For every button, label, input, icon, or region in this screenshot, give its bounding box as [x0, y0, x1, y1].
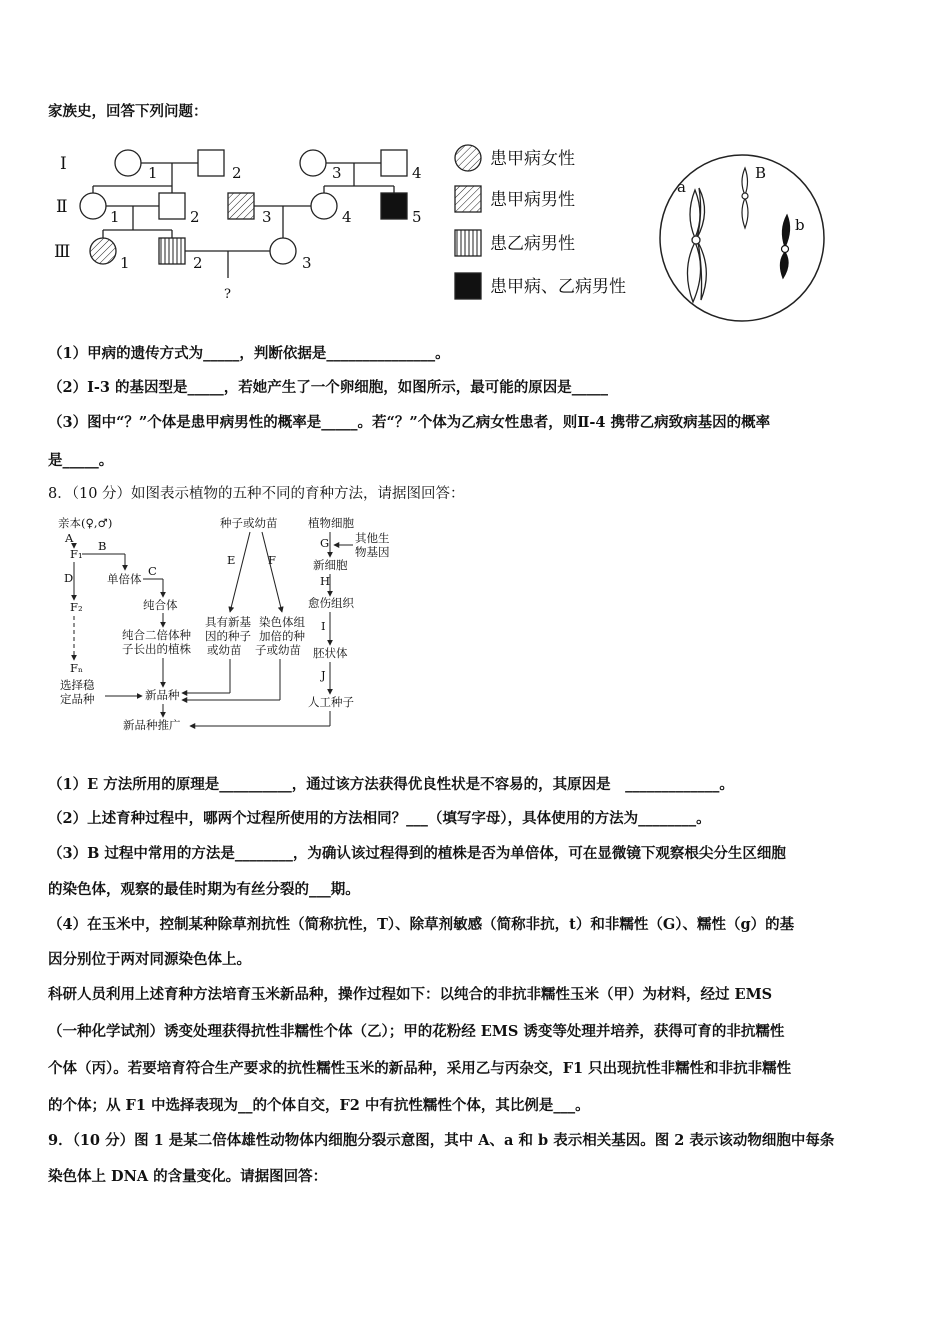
svg-text:植物细胞: 植物细胞 [308, 516, 354, 530]
svg-text:F₂: F₂ [70, 600, 83, 614]
svg-text:愈伤组织: 愈伤组织 [308, 596, 354, 610]
iii2-male-affected-b [159, 238, 185, 264]
legend-label: 患乙病男性 [490, 234, 575, 254]
legend-male-b-icon [455, 230, 481, 256]
q8-para-line1: 科研人员利用上述育种方法培育玉米新品种，操作过程如下：以纯合的非抗非糯性玉米（甲）为材料，经过 EMS [48, 986, 773, 1003]
i2-male [198, 150, 224, 176]
svg-text:3: 3 [332, 164, 342, 182]
svg-text:J: J [321, 668, 326, 682]
svg-text:2: 2 [190, 208, 200, 226]
svg-text:I: I [321, 619, 326, 633]
svg-text:物基因: 物基因 [355, 545, 390, 559]
svg-text:胚状体: 胚状体 [313, 646, 348, 660]
q7-sub3-line2: 是_____。 [48, 452, 114, 469]
svg-text:3: 3 [302, 254, 312, 272]
svg-text:G: G [320, 536, 330, 550]
q8-sub2: （2）上述育种过程中，哪两个过程所使用的方法相同？___（填写字母），具体使用的方法为________。 [48, 810, 711, 827]
svg-text:单倍体: 单倍体 [107, 572, 142, 586]
q8-sub4-line1: （4）在玉米中，控制某种除草剂抗性（简称抗性，T）、除草剂敏感（简称非抗，t）和非糯性（G）、糯性（g）的基 [48, 916, 795, 933]
svg-text:具有新基: 具有新基 [205, 615, 251, 629]
svg-text:2: 2 [193, 254, 203, 272]
breeding-diagram [50, 512, 390, 742]
gen-label-3: Ⅲ [54, 242, 71, 262]
svg-text:1: 1 [110, 208, 120, 226]
svg-text:2: 2 [232, 164, 242, 182]
chromosome-b-lower [780, 215, 789, 278]
svg-text:亲本(♀,♂): 亲本(♀,♂) [58, 516, 113, 530]
svg-text:其他生: 其他生 [355, 531, 390, 545]
svg-text:人工种子: 人工种子 [308, 695, 354, 709]
svg-text:A: A [65, 531, 74, 545]
svg-text:子长出的植株: 子长出的植株 [122, 642, 191, 656]
ii4-female [311, 193, 337, 219]
unknown-individual: ? [224, 287, 231, 302]
svg-text:新品种推广: 新品种推广 [123, 718, 181, 732]
q7-sub1: （1）甲病的遗传方式为_____，判断依据是_______________。 [48, 345, 450, 362]
legend-male-ab-icon [455, 273, 481, 299]
ii3-male-affected-a [228, 193, 254, 219]
svg-text:Fₙ: Fₙ [70, 661, 83, 675]
svg-text:纯合体: 纯合体 [143, 598, 178, 612]
q7-sub3-line1: （3）图中“？”个体是患甲病男性的概率是_____。若“？”个体为乙病女性患者，则Ⅱ-4 携带乙病致病基因的概率 [48, 414, 771, 431]
chromosome-b-upper [742, 168, 748, 228]
q9-line1: 9．（10 分）图 1 是某二倍体雄性动物体内细胞分裂示意图，其中 A、a 和 b 表示相关基因。图 2 表示该动物细胞中每条 [48, 1132, 835, 1149]
svg-text:4: 4 [412, 164, 422, 182]
q9-line2: 染色体上 DNA 的含量变化。请据图回答： [48, 1168, 328, 1185]
ii2-male [159, 193, 185, 219]
svg-text:C: C [148, 564, 157, 578]
gen-label-1: Ⅰ [60, 154, 67, 174]
svg-text:定品种: 定品种 [60, 692, 95, 706]
svg-text:B: B [98, 539, 107, 553]
svg-text:种子或幼苗: 种子或幼苗 [220, 516, 278, 530]
iii3-female [270, 238, 296, 264]
svg-text:F₁: F₁ [70, 547, 83, 561]
svg-text:E: E [227, 553, 236, 567]
svg-text:D: D [64, 571, 74, 585]
q8-sub1: （1）E 方法所用的原理是__________，通过该方法获得优良性状是不容易的，其原因是 _____________。 [48, 776, 734, 793]
q8-para-line4: 的个体；从 F1 中选择表现为__的个体自交，F2 中有抗性糯性个体，其比例是___。 [48, 1097, 590, 1114]
q8-sub3-line2: 的染色体，观察的最佳时期为有丝分裂的___期。 [48, 881, 360, 898]
legend-label: 患甲病、乙病男性 [490, 277, 626, 297]
svg-text:纯合二倍体种: 纯合二倍体种 [122, 628, 191, 642]
intro-line: 家族史，回答下列问题： [48, 103, 208, 120]
svg-text:1: 1 [120, 254, 130, 272]
svg-text:因的种子: 因的种子 [205, 629, 251, 643]
ii1-female [80, 193, 106, 219]
chromosome-a [687, 188, 706, 302]
q8-sub3-line1: （3）B 过程中常用的方法是________，为确认该过程得到的植株是否为单倍体，可在显微镜下观察根尖分生区细胞 [48, 845, 786, 862]
i3-female [300, 150, 326, 176]
svg-text:3: 3 [262, 208, 272, 226]
legend-label: 患甲病男性 [490, 190, 575, 210]
q8-header: 8．（10 分）如图表示植物的五种不同的育种方法，请据图回答： [48, 486, 465, 502]
pedigree-chart [48, 138, 648, 308]
svg-text:或幼苗: 或幼苗 [207, 643, 242, 657]
svg-text:H: H [320, 574, 331, 588]
svg-text:1: 1 [148, 164, 158, 182]
q8-para-line2: （一种化学试剂）诱变处理获得抗性非糯性个体（乙）；甲的花粉经 EMS 诱变等处理并培养，获得可育的非抗糯性 [48, 1023, 785, 1040]
iii1-female-affected-a [90, 238, 116, 264]
gen-label-2: Ⅱ [56, 197, 68, 217]
label-b: b [795, 216, 805, 234]
label-B: B [755, 164, 767, 182]
svg-text:新细胞: 新细胞 [313, 558, 348, 572]
legend-label: 患甲病女性 [490, 149, 575, 169]
legend-female-a-icon [455, 145, 481, 171]
svg-text:新品种: 新品种 [145, 688, 180, 702]
i4-male [381, 150, 407, 176]
svg-text:染色体组: 染色体组 [259, 615, 305, 629]
svg-text:F: F [268, 553, 276, 567]
svg-text:子或幼苗: 子或幼苗 [255, 643, 301, 657]
q8-sub4-line2: 因分别位于两对同源染色体上。 [48, 951, 251, 968]
label-a: a [677, 178, 686, 196]
egg-cell-figure [655, 150, 830, 325]
svg-text:选择稳: 选择稳 [60, 678, 95, 692]
legend-male-a-icon [455, 186, 481, 212]
q8-para-line3: 个体（丙）。若要培育符合生产要求的抗性糯性玉米的新品种，采用乙与丙杂交，F1 只出现抗性非糯性和非抗非糯性 [48, 1060, 792, 1077]
q7-sub2: （2）Ⅰ-3 的基因型是_____，若她产生了一个卵细胞，如图所示，最可能的原因是_____ [48, 379, 609, 396]
i1-female [115, 150, 141, 176]
svg-text:加倍的种: 加倍的种 [259, 629, 305, 643]
svg-text:4: 4 [342, 208, 352, 226]
ii5-male-affected-ab [381, 193, 407, 219]
svg-text:5: 5 [412, 208, 422, 226]
